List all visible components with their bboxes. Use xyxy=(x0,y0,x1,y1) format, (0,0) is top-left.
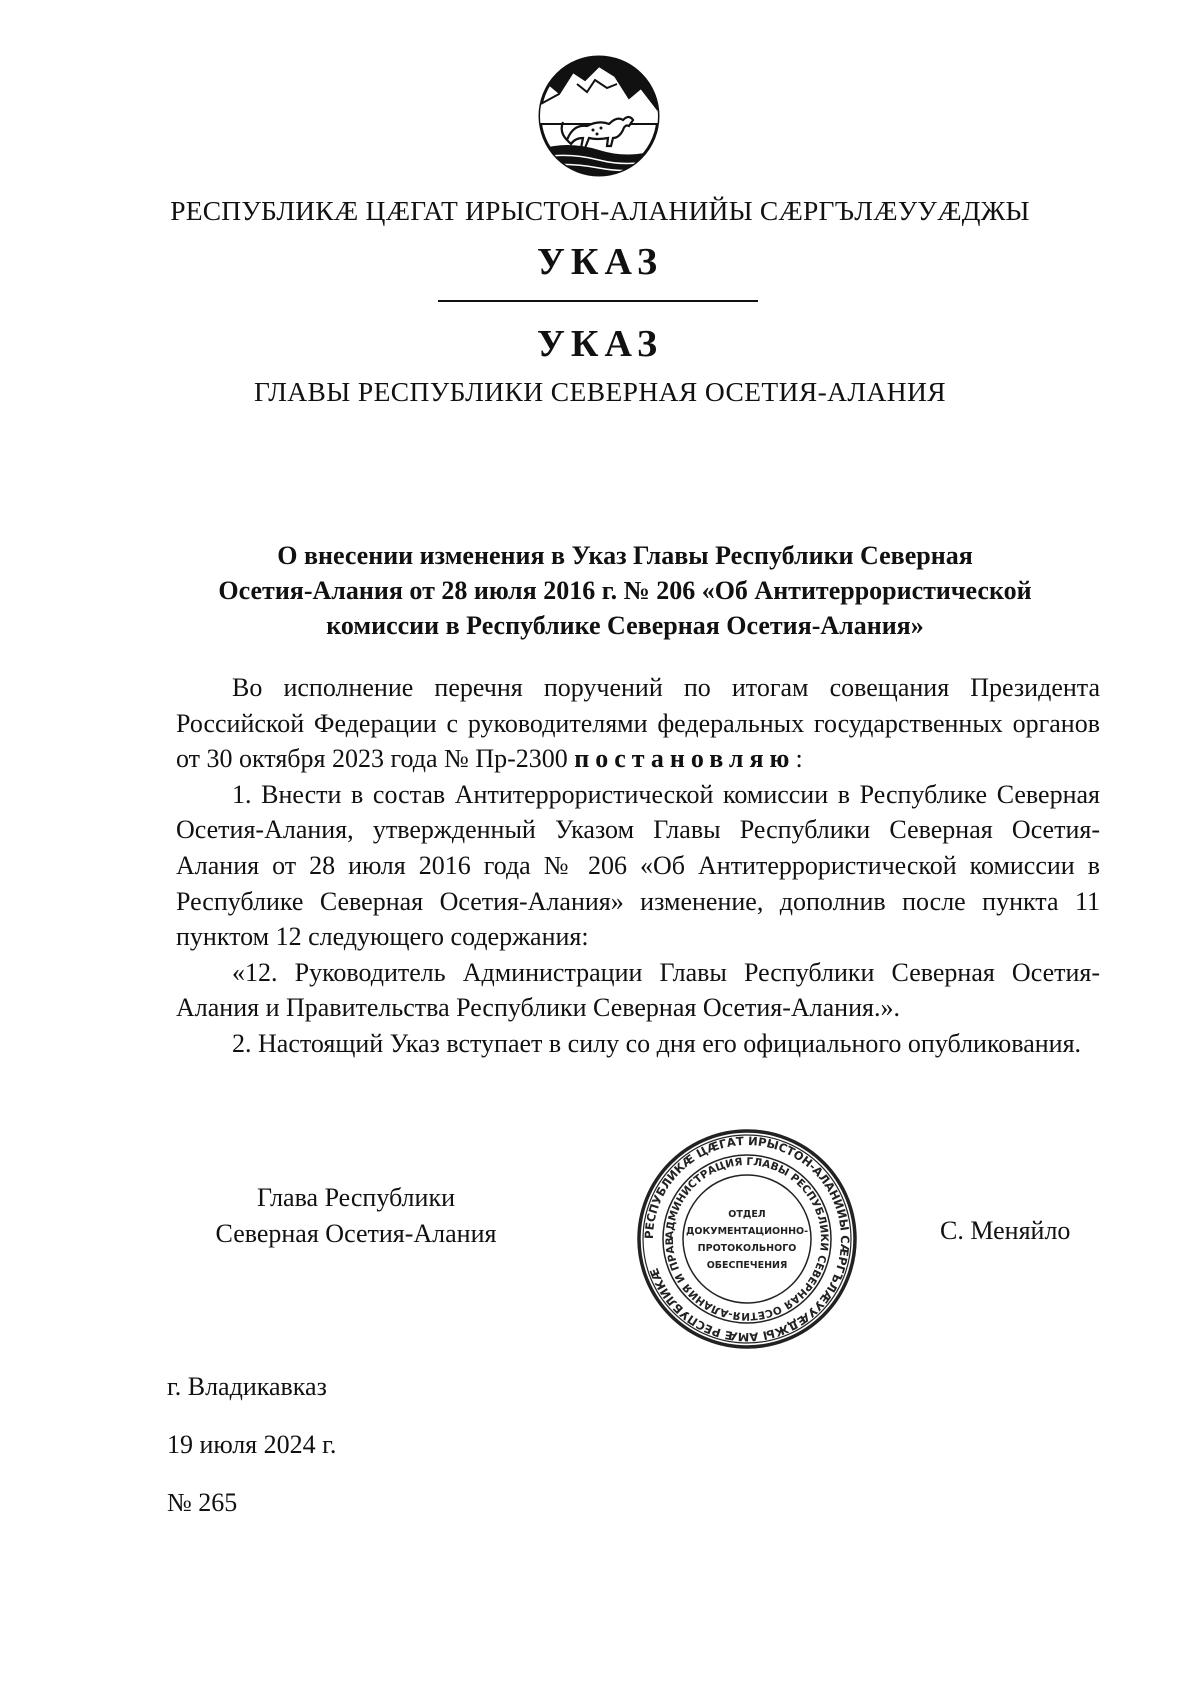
signatory-name: С. Меняйло xyxy=(940,1216,1071,1245)
signatory-position-line: Глава Республики xyxy=(257,1183,455,1212)
document-title xyxy=(165,538,1085,643)
preamble-text: Во исполнение перечня поручений по итогам совещания Президента Российской Федерации с руководителями федеральных государственных органов от 30 октября 2023 года № Пр-2300 xyxy=(176,673,1100,774)
official-stamp xyxy=(634,1128,860,1350)
document-title-line: Осетия-Алания от 28 июля 2016 г. № 206 «Об Антитеррористической xyxy=(218,576,1032,605)
document-title-line: О внесении изменения в Указ Главы Республики Северная xyxy=(277,541,973,570)
coat-of-arms-leopard-mountains-icon xyxy=(537,54,661,178)
item-1-paragraph: 1. Внести в состав Антитеррористической комиссии в Республике Северная Осетия-Алания, утвержденный Указом Главы Республики Северная Осетия-Алания от 28 июля 2016 года № 206 «Об Антитеррористической комиссии в Республике Северная Осетия-Алания» изменение, дополнив после пункта 11 пунктом 12 следующего содержания: xyxy=(176,779,1100,952)
header-divider xyxy=(438,300,758,302)
decree-colon: : xyxy=(795,744,803,774)
ukaz-heading-ossetian: УКАЗ xyxy=(537,241,663,283)
document-title-line: комиссии в Республике Северная Осетия-Алания» xyxy=(326,611,924,640)
official-stamp-seal-icon xyxy=(634,1128,860,1350)
ossetian-header: РЕСПУБЛИКӔ ЦӔГАТ ИРЫСТОН-АЛАНИЙЫ СӔРГЪЛӔУУӔДЖЫ xyxy=(170,195,1030,226)
item-2-paragraph: 2. Настоящий Указ вступает в силу со дня его официального опубликования. xyxy=(232,1028,1082,1058)
preamble-paragraph xyxy=(176,670,1100,777)
decree-word: постановляю xyxy=(574,744,796,774)
decree-number: № 265 xyxy=(167,1488,238,1517)
stamp-center-line: ДОКУМЕНТАЦИОННО- xyxy=(685,1226,809,1237)
place-of-signing: г. Владикавказ xyxy=(167,1372,327,1401)
document-body xyxy=(176,670,1100,1062)
item-12-paragraph: «12. Руководитель Администрации Главы Республики Северная Осетия-Алания и Правительства Республики Северная Осетия-Алания.». xyxy=(176,957,1100,1023)
stamp-inner-ring-text: АДМИНИСТРАЦИЯ ГЛАВЫ РЕСПУБЛИКИ СЕВЕРНАЯ ОСЕТИЯ-АЛАНИЯ И ПРАВ xyxy=(663,1155,831,1323)
signatory-position-line: Северная Осетия-Алания xyxy=(215,1219,497,1248)
issuer-subtitle: ГЛАВЫ РЕСПУБЛИКИ СЕВЕРНАЯ ОСЕТИЯ-АЛАНИЯ xyxy=(253,376,947,407)
decree-date: 19 июля 2024 г. xyxy=(167,1430,337,1459)
coat-of-arms-emblem xyxy=(537,54,661,178)
stamp-center-line: ОБЕСПЕЧЕНИЯ xyxy=(706,1260,788,1271)
stamp-center-line: ПРОТОКОЛЬНОГО xyxy=(697,1243,797,1254)
stamp-outer-ring-text: РЕСПУБЛИКӔ ЦӔГАТ ИРЫСТОН-АЛАНИЙЫ СӔРГЪЛӔУУӔДЖЫ АМӔ РЕСПУБЛИКӔ xyxy=(641,1133,853,1345)
ukaz-heading-russian: УКАЗ xyxy=(537,323,663,365)
signatory-position xyxy=(186,1180,526,1252)
stamp-center-line: ОТДЕЛ xyxy=(728,1209,766,1220)
